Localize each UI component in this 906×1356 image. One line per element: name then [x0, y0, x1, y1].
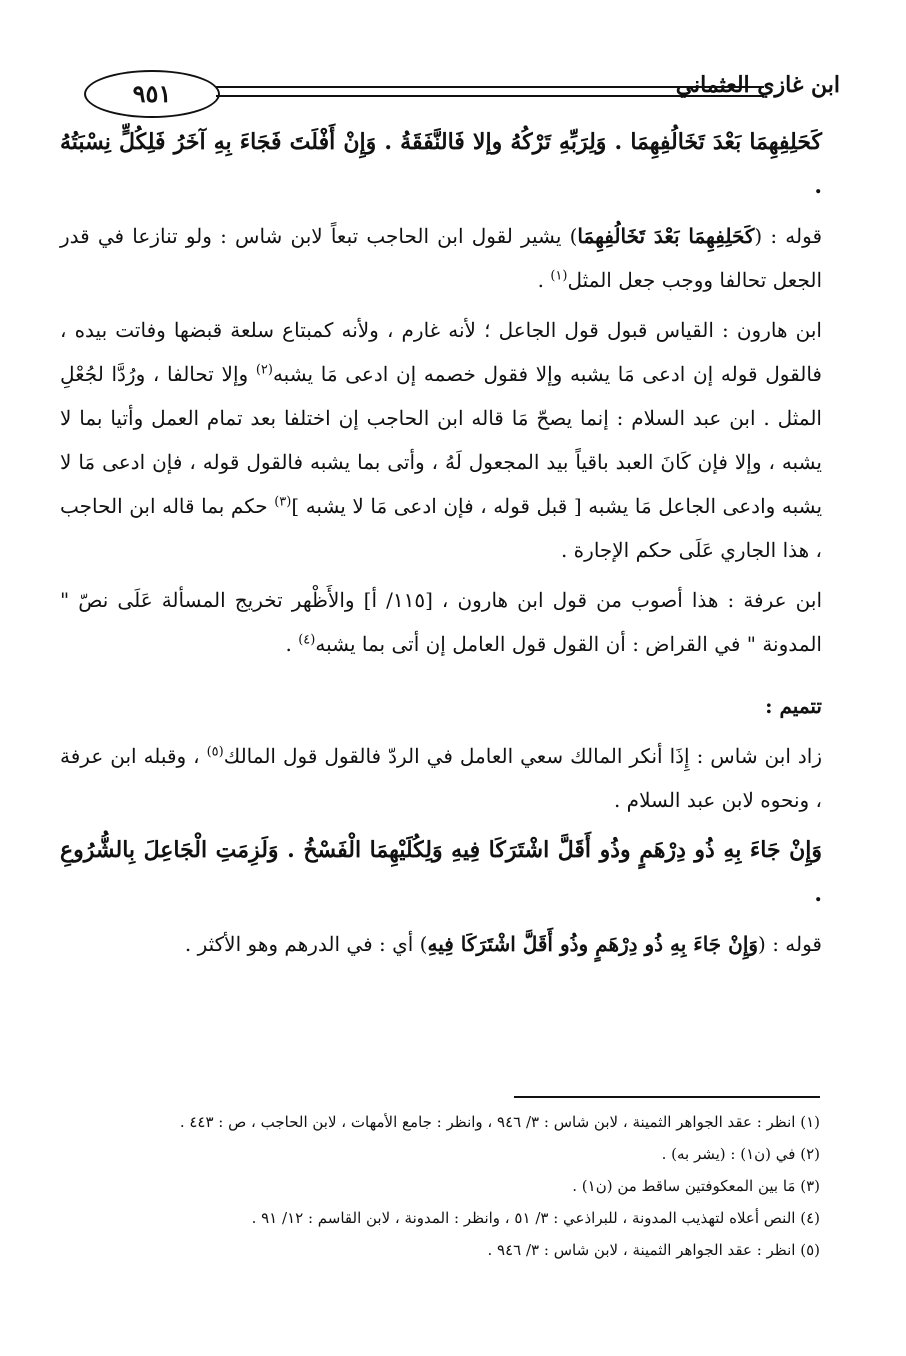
footnote-ref-2[interactable]: (٢): [255, 362, 273, 378]
text-span: ) يشير لقول ابن الحاجب تبعاً لابن شاس : ولو تنازعا في قدر الجعل تحالفا ووجب جعل المثل: [60, 224, 822, 292]
commentary-paragraph-4: [60, 734, 822, 822]
running-title: ابن غازي العثماني: [675, 72, 840, 98]
section-heading-tatmim: تتميم :: [765, 694, 822, 718]
text-span: ) أي : في الدرهم وهو الأكثر .: [184, 932, 428, 956]
footnote-3: (٣) مَا بين المعكوفتين ساقط من (ن١) .: [572, 1177, 820, 1195]
text-span: حكم بما قاله ابن الحاجب ، هذا الجاري عَلَى حكم الإجارة .: [60, 494, 822, 562]
footnote-5: (٥) انظر : عقد الجواهر الثمينة ، لابن شاس : ٣/ ٩٤٦ .: [487, 1241, 820, 1259]
text-span: وإلا تحالفا ، ورُدَّا لجُعْلِ المثل . ابن عبد السلام : إنما يصحّ مَا قاله ابن الحاجب إن اختلفا بعد تمام العمل وأتيا بما لا يشبه ، وإلا فإن كَانَ العبد باقياً بيد المجعول لَهُ ، وأتى بما يشبه فالقول قوله ، فإن ادعى مَا لا يشبه وادعى الجاعل مَا يشبه [ قبل قوله ، فإن ادعى مَا لا يشبه ]: [60, 362, 823, 518]
footnote-1: (١) انظر : عقد الجواهر الثمينة ، لابن شاس : ٣/ ٩٤٦ ، وانظر : جامع الأمهات ، لابن الحاجب ، ص : ٤٤٣ .: [179, 1113, 820, 1131]
verse-text-1: كَحَلِفِهِمَا بَعْدَ تَخَالُفِهِمَا . وَلِرَبِّهِ تَرْكُهُ وإلا فَالنَّفَقَةُ . وَإِنْ أَفْلَتَ فَجَاءَ بِهِ آخَرُ فَلِكُلٍّ نِسْبَتُهُ .: [60, 129, 822, 199]
footnote-4: (٤) النص أعلاه لتهذيب المدونة ، للبراذعي : ٣/ ٥١ ، وانظر : المدونة ، لابن القاسم : ١٢/ ٩١ .: [251, 1209, 820, 1227]
text-span: .: [285, 632, 299, 656]
text-span: قوله : (: [754, 224, 823, 248]
commentary-paragraph-3: [60, 578, 822, 666]
verse-text-2: وَإِنْ جَاءَ بِهِ ذُو دِرْهَمٍ وذُو أَقَلَّ اشْتَرَكَا فِيهِ وَلِكُلَيْهِمَا الْفَسْخُ . وَلَزِمَتِ الْجَاعِلَ بِالشُّرُوعِ .: [60, 837, 822, 907]
footnote-2: (٢) في (ن١) : (يشر به) .: [661, 1145, 820, 1163]
footnote-separator: [514, 1096, 820, 1098]
main-text: [60, 120, 822, 972]
text-span: زاد ابن شاس : إِذَا أنكر المالك سعي العامل في الردّ فالقول قول المالك: [223, 744, 823, 768]
text-span: .: [537, 268, 551, 292]
commentary-paragraph-5: [60, 922, 822, 966]
text-span: ، وقبله ابن عرفة ، ونحوه لابن عبد السلام .: [60, 744, 822, 812]
footnote-ref-5[interactable]: (٥): [206, 744, 224, 760]
quoted-verse: وَإِنْ جَاءَ بِهِ ذُو دِرْهَمٍ وذُو أَقَلَّ اشْتَرَكَا فِيهِ: [427, 932, 759, 956]
text-span: قوله : (: [758, 932, 822, 956]
quoted-verse: كَحَلِفِهِمَا بَعْدَ تَخَالُفِهِمَا: [577, 224, 755, 248]
page-header: [70, 62, 840, 118]
commentary-paragraph-2: [60, 308, 822, 572]
text-span: ابن هارون : القياس قبول قول الجاعل ؛ لأنه غارم ، ولأنه كمبتاع سلعة قبضها وفاتت بيده ، فالقول قوله إن ادعى مَا يشبه وإلا فقول خصمه إن ادعى مَا يشبه: [60, 318, 822, 386]
footnote-ref-4[interactable]: (٤): [298, 632, 316, 648]
footnote-ref-3[interactable]: (٣): [274, 494, 292, 510]
text-span: ابن عرفة : هذا أصوب من قول ابن هارون ، [١١٥/ أ] والأَظْهر تخريج المسألة عَلَى نصّ " المدونة " في القراض : أن القول قول العامل إن أتى بما يشبه: [60, 588, 823, 656]
footnotes: [100, 1106, 820, 1266]
page-number: ٩٥١: [84, 70, 220, 118]
commentary-paragraph-1: [60, 214, 822, 302]
footnote-ref-1[interactable]: (١): [550, 268, 568, 284]
